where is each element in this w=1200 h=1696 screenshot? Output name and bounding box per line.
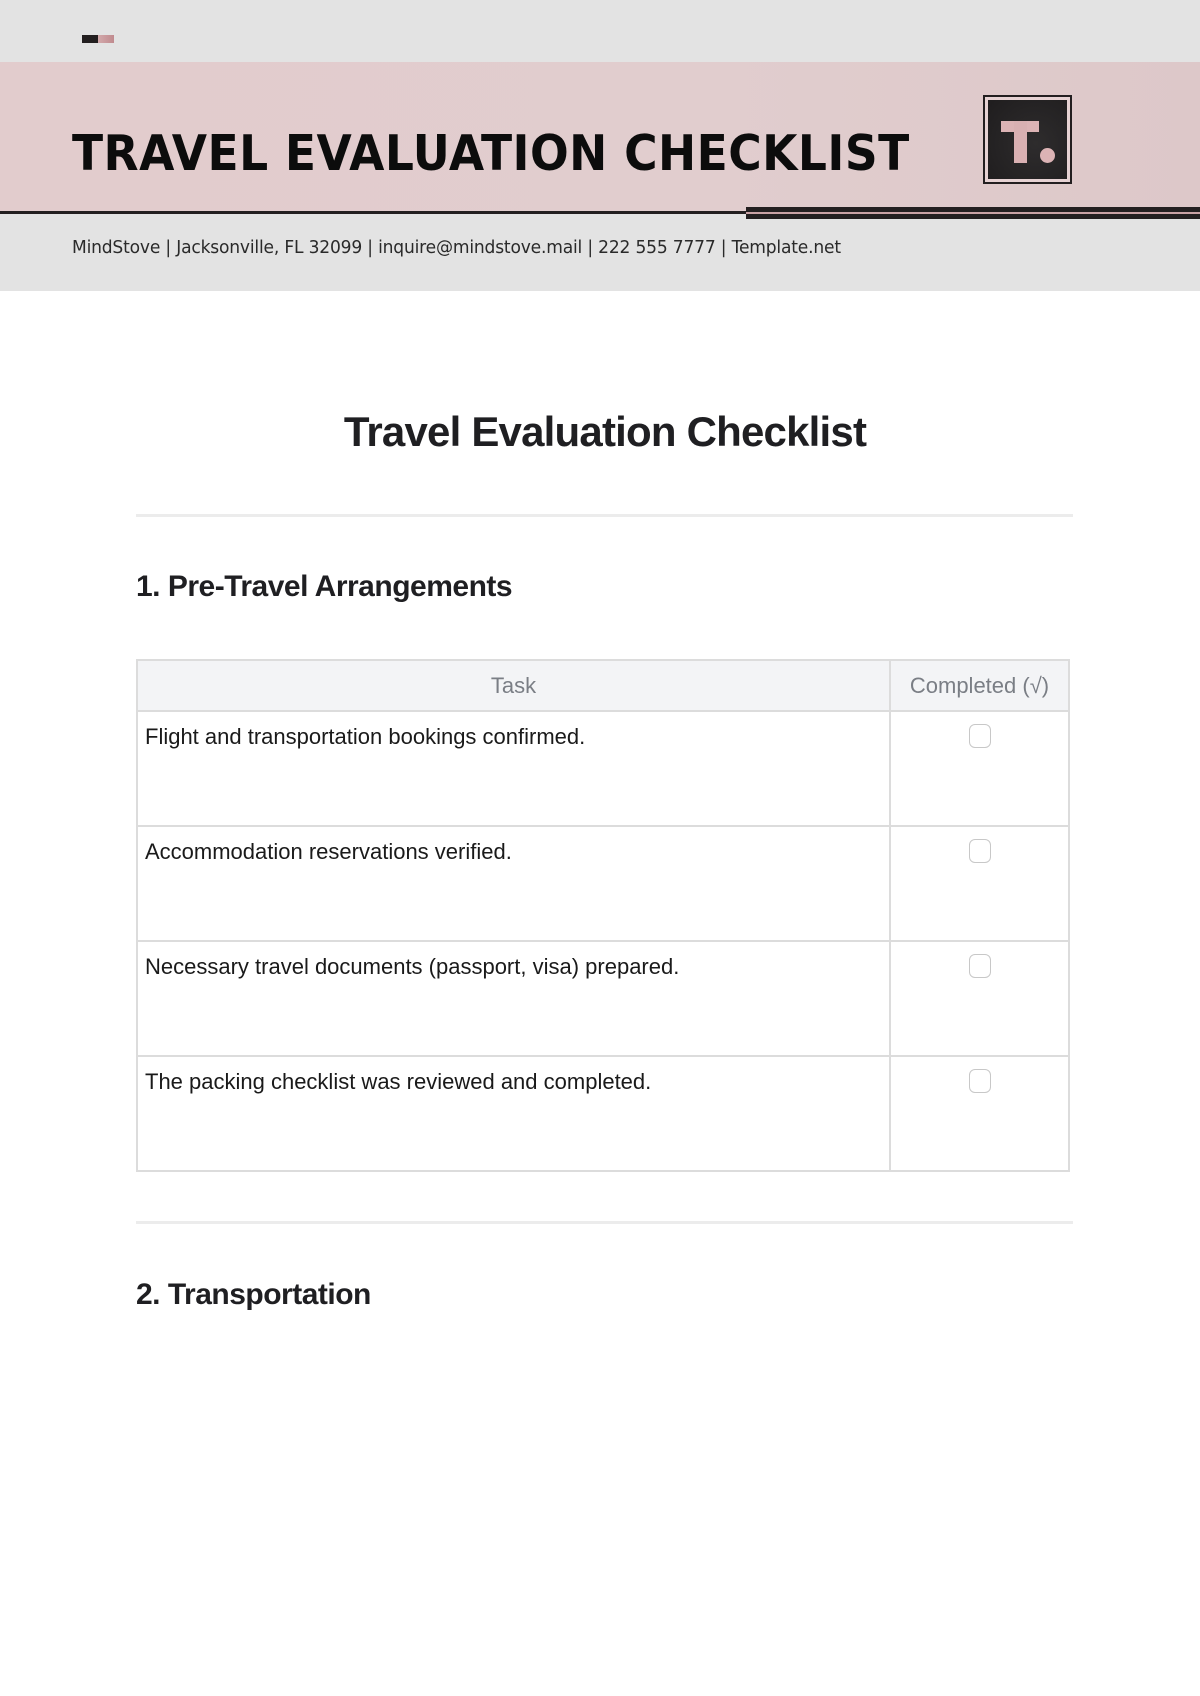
table-row <box>137 941 1069 1056</box>
completed-checkbox[interactable] <box>969 839 991 863</box>
column-header-task: Task <box>137 660 890 711</box>
task-cell: Necessary travel documents (passport, visa) prepared. <box>137 941 890 1056</box>
document-title: Travel Evaluation Checklist <box>343 408 867 455</box>
section-heading-pre-travel: 1. Pre-Travel Arrangements <box>136 570 513 603</box>
band-accent-lines <box>746 207 1200 219</box>
completed-cell <box>890 941 1069 1056</box>
task-cell: Accommodation reservations verified. <box>137 826 890 941</box>
completed-cell <box>890 711 1069 826</box>
company-logo-icon <box>983 95 1072 184</box>
contact-info: MindStove | Jacksonville, FL 32099 | inquire@mindstove.mail | 222 555 7777 | Template.net <box>72 237 841 258</box>
completed-checkbox[interactable] <box>969 724 991 748</box>
table-row <box>137 826 1069 941</box>
divider <box>136 514 1073 517</box>
divider <box>136 1221 1073 1224</box>
brand-mark-icon <box>82 35 114 43</box>
completed-cell <box>890 826 1069 941</box>
task-cell: Flight and transportation bookings confirmed. <box>137 711 890 826</box>
table-row <box>137 711 1069 826</box>
column-header-completed: Completed (√) <box>890 660 1069 711</box>
completed-checkbox[interactable] <box>969 954 991 978</box>
pre-travel-table <box>136 659 1070 1172</box>
completed-checkbox[interactable] <box>969 1069 991 1093</box>
table-row <box>137 1056 1069 1171</box>
task-cell: The packing checklist was reviewed and completed. <box>137 1056 890 1171</box>
completed-cell <box>890 1056 1069 1171</box>
section-heading-transportation: 2. Transportation <box>136 1278 371 1311</box>
letterhead-title: TRAVEL EVALUATION CHECKLIST <box>72 125 910 182</box>
table-header-row <box>137 660 1069 711</box>
letterhead <box>0 0 1200 291</box>
